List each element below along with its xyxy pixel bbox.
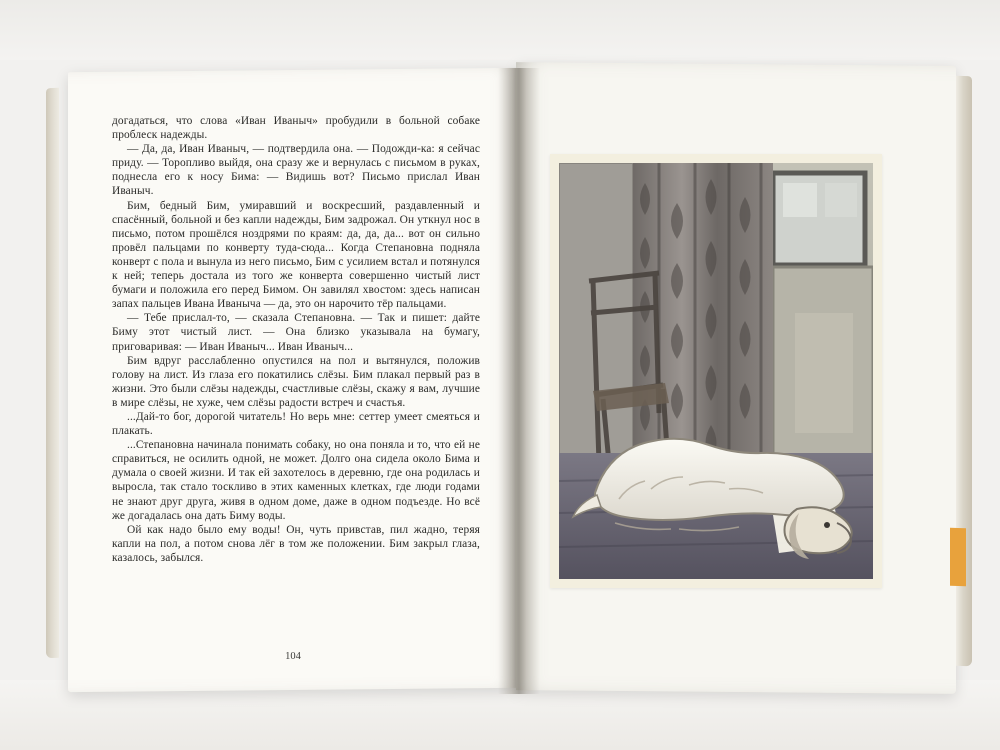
paragraph: ...Степановна начинала понимать собаку, но она поняла и то, что ей не справиться, не осилить одной, не может. Долго она сидела около Бима и думала о своей жизни. И так ей захотелось в деревню, где она родилась и выросла, так стало тоскливо в этих каменных клетках, где люди годами не знают друг друга, живя в одном доме, даже в одном подъезде. Но всё же догадалась она дать Биму воды.	[112, 439, 480, 522]
watercolor-illustration-dog-lying-by-chair	[559, 163, 873, 579]
bookmark-ribbon	[950, 528, 966, 587]
paragraph: Бим, бедный Бим, умиравший и воскресший, раздавленный и спасённый, больной и без капли надежды, Бим задрожал. Он уткнул нос в письмо, потом прошёлся ноздрями по краям: да, да, да... вот он сильно провёл пальцами по конверту туда-сюда... Когда Степановна подняла конверт с пола и вынула из него письмо, Бим с усилием встал и потянулся к ней; теперь достала из того же конверта совершенно чистый лист бумаги и положила его перед Бимом. Он завилял хвостом: здесь написан запах пальцев Ивана Иваныча — да, это он нарочито тёр пальцами.	[112, 199, 480, 311]
paragraph: — Да, да, Иван Иваныч, — подтвердила она. — Подожди-ка: я сейчас приду. — Торопливо выйдя, она сразу же и вернулась с письмом в руках, поднесла его к носу Бима: — Видишь вот? Письмо прислал Иван Иваныч.	[112, 143, 480, 198]
page-number: 104	[285, 651, 301, 662]
paragraph: — Тебе прислал-то, — сказала Степановна. — Так и пишет: дайте Биму этот чистый лист. — Она близко указывала на бумагу, приговаривая: — Иван Иваныч... Иван Иваныч...	[112, 312, 480, 353]
paragraph: ...Дай-то бог, дорогой читатель! Но верь мне: сеттер умеет смеяться и плакать.	[112, 410, 480, 438]
right-page	[516, 62, 956, 694]
paragraph: Ой как надо было ему воды! Он, чуть привстав, пил жадно, теряя капли на пол, а потом снова лёг в том же положении. Бим закрыл глаза, казалось, забылся.	[112, 523, 480, 564]
page-block-edge-left	[46, 88, 59, 658]
left-page	[68, 68, 518, 692]
left-page-text	[112, 114, 480, 565]
open-book	[58, 58, 958, 706]
photo-background-top-shade	[0, 0, 1000, 60]
paragraph: Бим вдруг расслабленно опустился на пол и вытянулся, положив голову на лист. Из глаза его покатились слёзы. Бим плакал первый раз в жизни. Это были слёзы надежды, счастливые слёзы, скажу я вам, лучшие в мире слёзы, не хуже, чем слёзы радости встреч и счастья.	[112, 354, 480, 409]
paragraph: догадаться, что слова «Иван Иваныч» пробудили в больной собаке проблеск надежды.	[112, 115, 480, 142]
illustration-mat	[550, 154, 882, 588]
